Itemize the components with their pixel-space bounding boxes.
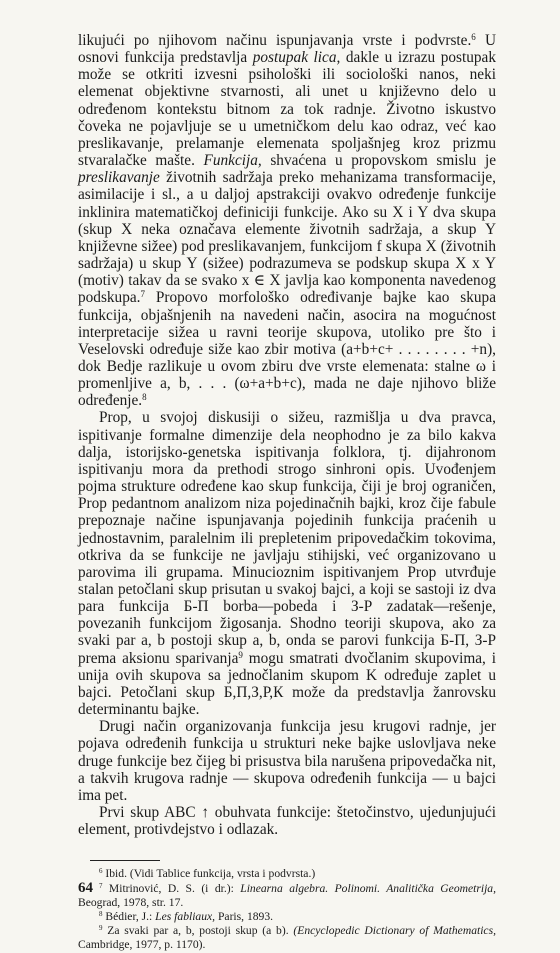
italic-text: (Encyclopedic Dictionary of Mathematics, [293,924,496,938]
text-run: Paris, 1893. [215,909,274,923]
text-run: Propovo morfološko određivanje bajke kao skupa funkcija, objašnjenih na navedeni način, asocira na mogućnost interpretacije sižea u ravni teorije skupova, utoliko pre što i Veselovski određuje siže kao zbir motiva (a+b+c+ . . . . . . . . +n), dok Bedje razlikuje u ovom zbiru dve vrste elemenata: stalne ω i promenljive a, b, . . . (ω+a+b+c), mada ne daje njihovo bliže određenje. [78,289,496,410]
text-run: Mitrinović, D. S. (i dr.): [102,881,241,895]
footnote-marker: 6 [471,32,476,42]
italic-text: Linearna algebra. Polinomi. Analitička Geometrija, [240,881,497,895]
footnote-marker: 8 [99,909,103,918]
paragraph-4 [78,804,496,838]
footnote-marker: 6 [99,867,103,876]
text-run: likujući po njihovom načinu ispunjavanja vrste i podvrste. [78,32,472,49]
paragraph-1 [78,32,496,409]
footnote-marker: 7 [140,289,145,300]
text-run: Prop, u svojoj diskusiji o sižeu, razmišlja u dva pravca, ispitivanje formalne dimenzije dela neophodno je za bilo kakva dalja, istorijsko-genetska ispitivanja folklora, tj. dijahronom ispitivanju mora da prethodi strogo sinhroni opis. Uvođenjem pojma strukture određene kao skup funkcija, čiji je broj ograničen, Prop pedantnom analizom niza pojedinačnih bajki, kroz čije fabule prepoznaje načine ispunjavanja pojedinih funkcija praćenih u jednostavnim, paralelnim ili prepletenim pripovedačkim tokovima, otkriva da se funkcije ne javljaju stihijski, već organizovano u parovima ili grupama. Minucioznim ispitivanjem Prop utvrđuje stalan petočlani skup prisutan u svakoj bajci, a koji se sastoji iz dva para funkcija Б-П borba—pobeda i З-Р zadatak—rešenje, povezanih funkcijom žigosanja. Shodno teoriji skupova, ako za svaki par a, b postoji skup a, b, onda se parovi funkcija Б-П, З-Р prema aksionu sparivanja [78,409,496,667]
text-run: shvaćena u propovskom smislu je [261,152,496,170]
footnote-marker: 8 [142,392,147,403]
text-run: Drugi način organizovanja funkcija jesu krugovi radnje, jer pojava određenih funkcija u strukturi neke bajke uslovljava neke druge funkcije bez čijeg bi prisustva bila narušena pripovedačka nit, a takvih krugova radnje — skupova određenih funkcija — u bajci ima pet. [78,718,496,804]
text-run: Beograd, 1978, str. 17. [78,895,184,909]
footnote-6 [78,867,496,881]
text-run: životnih sadržaja preko mehanizama transformacije, asimilacije i sl., a u daljoj apstrakciji ovakvo određenje funkcije inklinira matematičkoj definiciji funkcije. Ako su X i Y dva skupa (skup X neka označava elemente životnih sadržaja, a skup Y književne sižee) pod preslikavanjem, funkcijom f skupa X (životnih sadržaja) u skup Y (sižee) podrazumeva se podskup skupa X x Y (motiv) takav da se svako x ∈ X javlja kao komponenta navedenog podskupa. [78,169,496,307]
footnote-7 [78,882,496,910]
footnote-marker: 9 [238,649,243,660]
italic-text: postupak lica, [252,49,341,67]
footnote-9 [78,924,496,952]
page-number: 64 [78,880,93,896]
italic-text: preslikavanje [78,169,160,187]
main-text [78,32,496,838]
paragraph-2 [78,409,496,718]
text-run: Ibid. (Vidi Tablice funkcija, vrsta i podvrsta.) [102,867,316,881]
footnote-8 [78,910,496,924]
text-run: Za svaki par a, b, postoji skup (a b). [102,924,294,938]
text-run: Prvi skup ABC ↑ obuhvata funkcije: štetočinstvo, ujedunjujući element, protivdejstvo i odlazak. [78,804,496,839]
text-run: Cambridge, 1977, p. 1170). [78,938,206,952]
text-run: Bédier, J.: [102,909,156,923]
italic-text: Les fabliaux, [155,909,216,923]
italic-text: Funkcija, [203,152,262,170]
footnote-marker: 9 [99,924,103,933]
text-run: dakle u izrazu postupak može se otkriti izvesni psihološki ili sociološki nanos, neki elemenat objektivne stvarnosti, ali unet u književno delo u određenom kontekstu bitnom za tok radnje. Životno iskustvo čoveka ne pojavljuje se u umetničkom delu kao odraz, već kao preslikavanje, prelamanje elemenata spoljašnjeg kroz prizmu stvaralačke mašte. [78,49,496,170]
text-run: mogu smatrati dvočlanim skupovima, i unija ovih skupova sa jednočlanim skupom K određuje zaplet u bajci. Petočlani skup Б,П,З,Р,К može da predstavlja žanrovsku determinantu bajke. [78,649,496,719]
paragraph-3 [78,718,496,804]
footnotes [78,867,496,952]
footnote-marker: 7 [99,881,103,890]
text-run: U osnovi funkcija predstavlja [78,32,496,67]
footnote-divider [90,860,160,861]
